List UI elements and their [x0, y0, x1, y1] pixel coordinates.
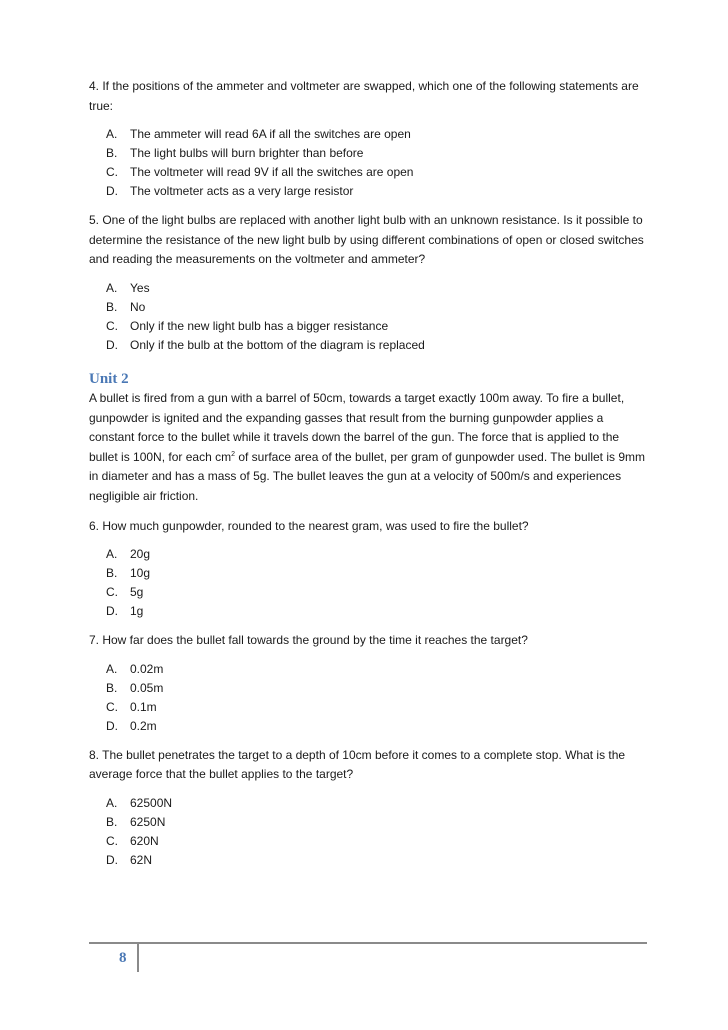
option-text: The voltmeter will read 9V if all the switches are open [130, 165, 414, 180]
footer-divider [137, 944, 139, 972]
option-letter: C. [106, 165, 118, 180]
option-text: The voltmeter acts as a very large resistor [130, 184, 354, 199]
option-letter: C. [106, 833, 118, 848]
option-letter: D. [106, 184, 118, 199]
question-6-text: 6. How much gunpowder, rounded to the nearest gram, was used to fire the bullet? [89, 518, 529, 533]
option-text: The light bulbs will burn brighter than before [130, 146, 364, 161]
option-item [106, 279, 649, 298]
option-item [106, 182, 649, 201]
question-5-text: 5. One of the light bulbs are replaced with another light bulb with an unknown resistance. Is it possible to determine the resistance of the new light bulb by using different combinations of open or closed switches and reading the measurements on the voltmeter and ammeter? [89, 213, 644, 267]
option-text: The ammeter will read 6A if all the switches are open [130, 127, 411, 142]
option-text: 5g [130, 585, 144, 600]
option-item [106, 813, 649, 832]
option-text: No [130, 299, 146, 314]
question-7-options [89, 660, 649, 736]
option-letter: D. [106, 337, 118, 352]
option-letter: A. [106, 280, 118, 295]
unit-2-intro-part2: of surface area of the bullet, per gram of gunpowder used. The bullet is 9mm in diameter and has a mass of 5g. The bullet leaves the gun at a velocity of 500m/s and experiences negligible air friction. [89, 449, 645, 503]
option-item [106, 545, 649, 564]
option-letter: B. [106, 814, 118, 829]
option-letter: C. [106, 318, 118, 333]
option-letter: D. [106, 604, 118, 619]
option-item [106, 163, 649, 182]
question-4-options [89, 125, 649, 201]
option-item [106, 698, 649, 717]
page-number: 8 [119, 950, 127, 966]
unit-2-intro [89, 389, 649, 507]
option-letter: A. [106, 547, 118, 562]
page-content [89, 77, 649, 880]
option-item [106, 336, 649, 355]
option-text: 0.02m [130, 661, 164, 676]
question-8-options [89, 794, 649, 870]
option-item [106, 679, 649, 698]
option-text: Only if the bulb at the bottom of the diagram is replaced [130, 337, 425, 352]
unit-2-heading: Unit 2 [89, 370, 129, 387]
option-letter: B. [106, 299, 118, 314]
question-6-options [89, 545, 649, 621]
question-5-options [89, 279, 649, 355]
option-text: 62500N [130, 795, 173, 810]
option-item [106, 583, 649, 602]
option-item [106, 564, 649, 583]
option-text: 0.1m [130, 699, 157, 714]
option-item [106, 717, 649, 736]
superscript-2: 2 [231, 450, 235, 458]
option-letter: D. [106, 718, 118, 733]
option-text: 6250N [130, 814, 166, 829]
option-letter: A. [106, 795, 118, 810]
option-letter: D. [106, 852, 118, 867]
option-item [106, 794, 649, 813]
option-text: 0.2m [130, 718, 157, 733]
option-letter: C. [106, 585, 118, 600]
option-item [106, 144, 649, 163]
option-item [106, 660, 649, 679]
option-text: 10g [130, 566, 151, 581]
option-item [106, 832, 649, 851]
option-letter: B. [106, 146, 118, 161]
option-item [106, 125, 649, 144]
option-text: 620N [130, 833, 159, 848]
option-text: 20g [130, 547, 151, 562]
question-4-text: 4. If the positions of the ammeter and voltmeter are swapped, which one of the following statements are true: [89, 79, 639, 113]
option-letter: A. [106, 127, 118, 142]
option-letter: B. [106, 566, 118, 581]
question-8-text: 8. The bullet penetrates the target to a depth of 10cm before it comes to a complete stop. What is the average force that the bullet applies to the target? [89, 747, 626, 782]
footer-rule [89, 942, 647, 944]
option-text: 62N [130, 852, 153, 867]
option-item [106, 317, 649, 336]
option-text: Yes [130, 280, 150, 295]
question-7-text: 7. How far does the bullet fall towards the ground by the time it reaches the target? [89, 633, 528, 648]
option-letter: B. [106, 680, 118, 695]
option-text: 1g [130, 604, 144, 619]
option-item [106, 298, 649, 317]
option-text: 0.05m [130, 680, 164, 695]
option-item [106, 602, 649, 621]
option-text: Only if the new light bulb has a bigger resistance [130, 318, 389, 333]
unit-2-intro-part1: A bullet is fired from a gun with a barrel of 50cm, towards a target exactly 100m away. To fire a bullet, gunpowder is ignited and the expanding gasses that result from the burning gunpowder applies a constant force to the bullet while it travels down the barrel of the gun. The force that is applied to the bullet is 100N, for each cm [89, 390, 625, 464]
option-item [106, 851, 649, 870]
option-letter: C. [106, 699, 118, 714]
option-letter: A. [106, 661, 118, 676]
